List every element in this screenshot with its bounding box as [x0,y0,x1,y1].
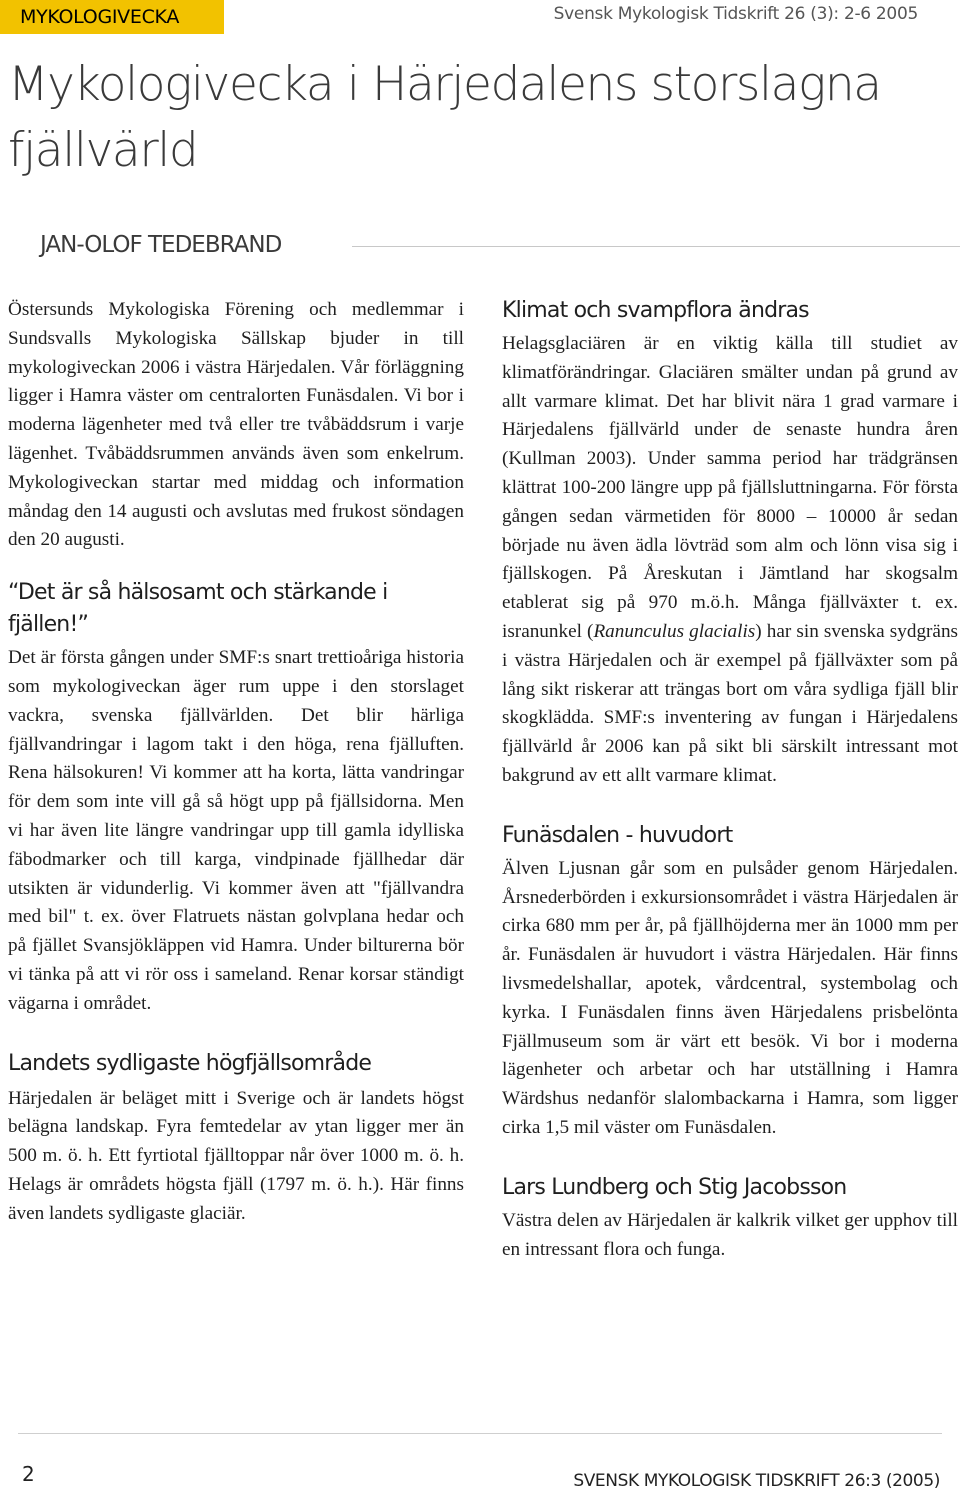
page-number: 2 [22,1462,35,1486]
footer-divider [18,1433,942,1434]
footer-journal-name: SVENSK MYKOLOGISK TIDSKRIFT 26:3 (2005) [573,1471,940,1491]
section-heading-lars: Lars Lundberg och Stig Jacobsson [502,1174,847,1200]
klimat-text-part2: ) har sin svenska sydgräns i västra Härjedalen och är exempel på fjällväxter som på lång sikt riskerar att trängas bort om våra sydliga fjäll blir skogklädda. SMF:s inventering av fungan i Härjedalens fjällvärld år 2006 kan på sikt bli särskilt intressant mot bakgrund av ett allt varmare klimat. [502,620,958,786]
author-divider [352,246,960,247]
section-tag: MYKOLOGIVECKA [0,0,224,34]
author-row [40,232,960,262]
klimat-paragraph [502,330,958,791]
journal-reference: Svensk Mykologisk Tidskrift 26 (3): 2-6 2005 [553,4,918,24]
quote-heading: “Det är så hälsosamt och stärkande i fjällen!” [8,580,388,638]
section-heading-hogfjall: Landets sydligaste högfjällsområde [8,1050,372,1076]
author-name: JAN-OLOF TEDEBRAND [40,232,282,258]
lars-paragraph: Västra delen av Härjedalen är kalkrik vilket ger upphov till en intressant flora och funga. [502,1209,958,1260]
intro-paragraph: Östersunds Mykologiska Förening och medlemmar i Sundsvalls Mykologiska Sällskap bjuder in till mykologiveckan 2006 i västra Härjedalen. Vår förläggning ligger i Hamra väster om centralorten Funäsdalen. Vi bor i moderna lägenheter med två eller tre tvåbäddsrum i varje lägenhet. Tvåbäddsrummen används även som enkelrum. Mykologiveckan startar med middag och information måndag den 14 augusti och avslutas med frukost söndagen den 20 augusti. [8,299,464,551]
section-heading-funasdalen: Funäsdalen - huvudort [502,822,733,848]
funasdalen-paragraph: Älven Ljusnan går som en pulsåder genom Härjedalen. Årsnederbörden i exkursionsområdet i västra Härjedalen är cirka 680 mm per år, på fjällhöjderna mer än 1000 mm per år. Funäsdalen är huvudort i västra Härjedalen. Här finns livsmedelshallar, apotek, vårdcentral, systembolag och kyrka. I Funäsdalen finns även Härjedalens prisbelönta Fjällmuseum som är värt ett besök. Vi bor i moderna lägenheter och arbetar och har utställning i Hamra Wärdshus nedanför slalombackarna i Hamra, som ligger cirka 1,5 mil väster om Funäsdalen. [502,857,958,1138]
species-name: Ranunculus glacialis [593,620,756,642]
quote-paragraph: Det är första gången under SMF:s snart trettioåriga historia som mykologiveckan äger rum uppe i den storslaget vackra, svenska fjällvärlden. Det blir härliga fjällvandringar i lagom takt i den höga, rena fjälluften. Rena hälsokuren! Vi kommer att ha korta, lätta vandringar för dem som inte vill gå så högt upp på fjällsidorna. Men vi har även lite längre vandringar upp till gamla idylliska fäbodmarker och till karga, vindpinade fjällhedar där utsikten är vidunderlig. Vi kommer även att "fjällvandra med bil" t. ex. över Flatruets nästan golvplana hedar och på fjället Svansjökläppen vid Hamra. Under bilturerna bör vi tänka på att vi rör oss i sameland. Renar korsar ständigt vägarna i området. [8,647,464,1014]
article-title: Mykologivecka i Härjedalens storslagna fjällvärld [8,57,881,178]
section-heading-klimat: Klimat och svampflora ändras [502,298,809,323]
left-column [8,296,464,1229]
right-column [502,296,958,1264]
klimat-text-part1: Helagsglaciären är en viktig källa till studiet av klimatförändringar. Glaciären smälter undan på grund av allt varmare klimat. Det har blivit nära 1 grad varmare i Härjedalens fjällvärld under de senaste hundra åren (Kullman 2003). Under samma period har trädgränsen klättrat 100-200 längre upp på fjällsluttningarna. För första gången sedan värmetiden för 8000 – 10000 år sedan började nu även ädla lövträd som alm och lönn visa sig i fjällskogen. På Åreskutan i Jämtland har skogsalm etablerat sig på 970 m.ö.h. Många fjällväxter t. ex. isranunkel ( [502,333,958,642]
hogfjall-paragraph: Härjedalen är beläget mitt i Sverige och är landets högst belägna landskap. Fyra femtedelar av ytan ligger mer än 500 m. ö. h. Ett fyrtiotal fjälltoppar når över 1000 m. ö. h. Helags är områdets högsta fjäll (1797 m. ö. h.). Här finns även landets sydligaste glaciär. [8,1087,464,1224]
